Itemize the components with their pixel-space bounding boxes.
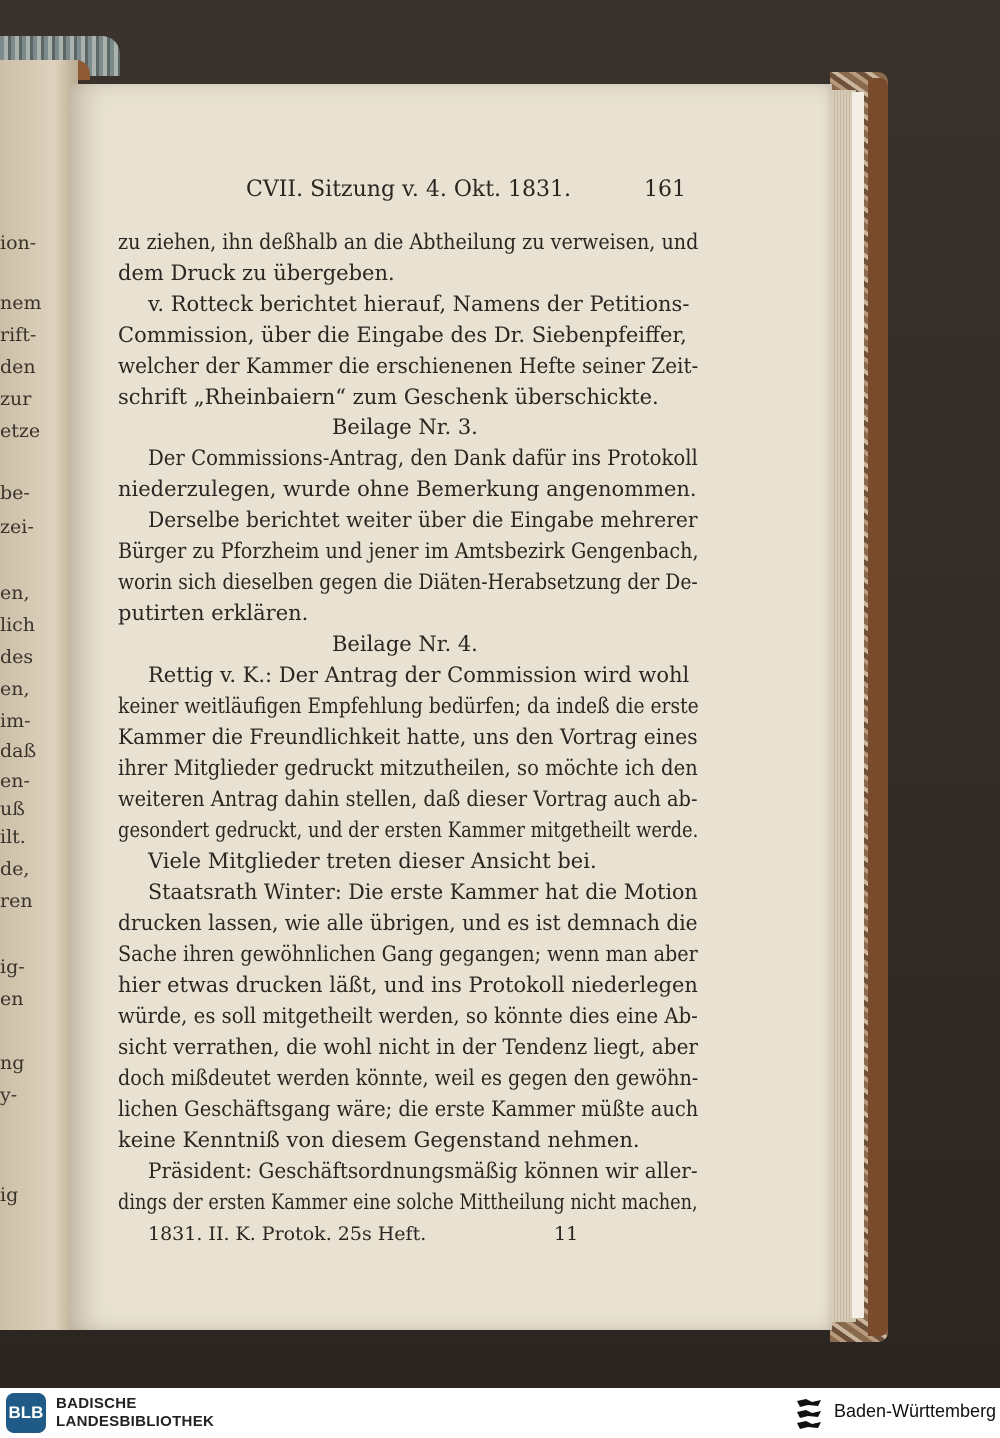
left-page-fragment: en, (0, 582, 30, 604)
text-line: zu ziehen, ihn deßhalb an die Abtheilung zu verweisen, und (118, 230, 699, 254)
text-line: welcher der Kammer die erschienenen Hefte seiner Zeit- (118, 354, 699, 378)
signature-mark: 1831. II. K. Protok. 25s Heft. (148, 1223, 427, 1245)
left-page-fragment: ilt. (0, 826, 26, 848)
text-line: worin sich dieselben gegen die Diäten-Herabsetzung der De- (118, 570, 698, 594)
text-line: putirten erklären. (118, 601, 309, 625)
book-cover-edge (868, 78, 888, 1336)
left-page-fragment: ig (0, 1184, 19, 1206)
state-name[interactable]: Baden-Württemberg (834, 1401, 997, 1421)
text-line: Präsident: Geschäftsordnungsmäßig können wir aller- (148, 1159, 698, 1183)
text-line: Bürger zu Pforzheim und jener im Amtsbezirk Gengenbach, (118, 539, 699, 563)
text-line: ihrer Mitglieder gedruckt mitzutheilen, so möchte ich den (118, 756, 698, 780)
text-line: gesondert gedruckt, und der ersten Kammer mitgetheilt werde. (118, 818, 699, 842)
baden-wuerttemberg-lions-icon (794, 1396, 824, 1430)
left-page-fragment: zei- (0, 516, 34, 538)
left-page-fragment: etze (0, 420, 41, 442)
left-page-fragment: den (0, 356, 36, 378)
left-page (0, 60, 78, 1330)
left-page-fragment: daß (0, 740, 37, 762)
text-line: niederzulegen, wurde ohne Bemerkung angenommen. (118, 477, 697, 501)
left-page-fragment: ig- (0, 956, 25, 978)
left-page-fragment: rift- (0, 324, 37, 346)
left-page-fragment: en- (0, 770, 30, 792)
text-line: drucken lassen, wie alle übrigen, und es ist demnach die (118, 911, 698, 935)
page-number: 161 (644, 177, 686, 202)
book-page (70, 84, 832, 1330)
library-name[interactable] (56, 1395, 214, 1431)
left-page-fragment: ion- (0, 232, 37, 254)
text-line: Kammer die Freundlichkeit hatte, uns den Vortrag eines (118, 725, 698, 749)
text-line: doch mißdeutet werden könnte, weil es gegen den gewöhn- (118, 1066, 699, 1090)
text-line: keiner weitläufigen Empfehlung bedürfen; da indeß die erste (118, 694, 699, 718)
left-page-fragment: en, (0, 678, 30, 700)
left-page-fragment: ren (0, 890, 33, 912)
text-line: weiteren Antrag dahin stellen, daß dieser Vortrag auch ab- (118, 787, 698, 811)
text-line: Commission, über die Eingabe des Dr. Siebenpfeiffer, (118, 323, 687, 347)
library-name-line1: BADISCHE (56, 1395, 137, 1412)
text-line: v. Rotteck berichtet hierauf, Namens der Petitions- (148, 292, 690, 316)
text-line: lichen Geschäftsgang wäre; die erste Kammer müßte auch (118, 1097, 699, 1121)
text-line: dings der ersten Kammer eine solche Mittheilung nicht machen, (118, 1190, 698, 1214)
text-line: schrift „Rheinbaiern“ zum Geschenk überschickte. (118, 385, 659, 409)
running-header: CVII. Sitzung v. 4. Okt. 1831. (246, 177, 572, 202)
left-page-fragment: im- (0, 710, 31, 732)
text-line: würde, es soll mitgetheilt werden, so könnte dies eine Ab- (118, 1004, 698, 1028)
appendix-heading: Beilage Nr. 4. (332, 632, 478, 656)
blb-logo[interactable]: BLB (6, 1393, 46, 1433)
appendix-heading: Beilage Nr. 3. (332, 415, 478, 439)
text-line: Viele Mitglieder treten dieser Ansicht bei. (148, 849, 597, 873)
left-page-fragment: de, (0, 858, 30, 880)
text-line: Derselbe berichtet weiter über die Eingabe mehrerer (148, 508, 698, 532)
left-page-fragment: en (0, 988, 24, 1010)
left-page-fragment: des (0, 646, 34, 668)
text-line: keine Kenntniß von diesem Gegenstand nehmen. (118, 1128, 640, 1152)
text-line: dem Druck zu übergeben. (118, 261, 395, 285)
text-line: Sache ihren gewöhnlichen Gang gegangen; wenn man aber (118, 942, 698, 966)
left-page-fragment: lich (0, 614, 36, 636)
left-page-fragment: ng (0, 1052, 25, 1074)
library-name-line2: LANDESBIBLIOTHEK (56, 1413, 215, 1430)
text-line: hier etwas drucken läßt, und ins Protokoll niederlegen (118, 973, 698, 997)
left-page-fragment: be- (0, 482, 30, 504)
left-page-fragment: zur (0, 388, 32, 410)
signature-number: 11 (554, 1223, 579, 1245)
left-page-fragment: y- (0, 1084, 18, 1106)
text-line: Der Commissions-Antrag, den Dank dafür ins Protokoll (148, 446, 698, 470)
text-line: sicht verrathen, die wohl nicht in der Tendenz liegt, aber (118, 1035, 699, 1059)
page-block-highlight (852, 92, 864, 1318)
text-line: Rettig v. K.: Der Antrag der Commission wird wohl (148, 663, 690, 687)
footer-bar (0, 1388, 1000, 1438)
left-page-fragment: uß (0, 798, 25, 820)
text-line: Staatsrath Winter: Die erste Kammer hat die Motion (148, 880, 698, 904)
left-page-fragment: nem (0, 292, 42, 314)
